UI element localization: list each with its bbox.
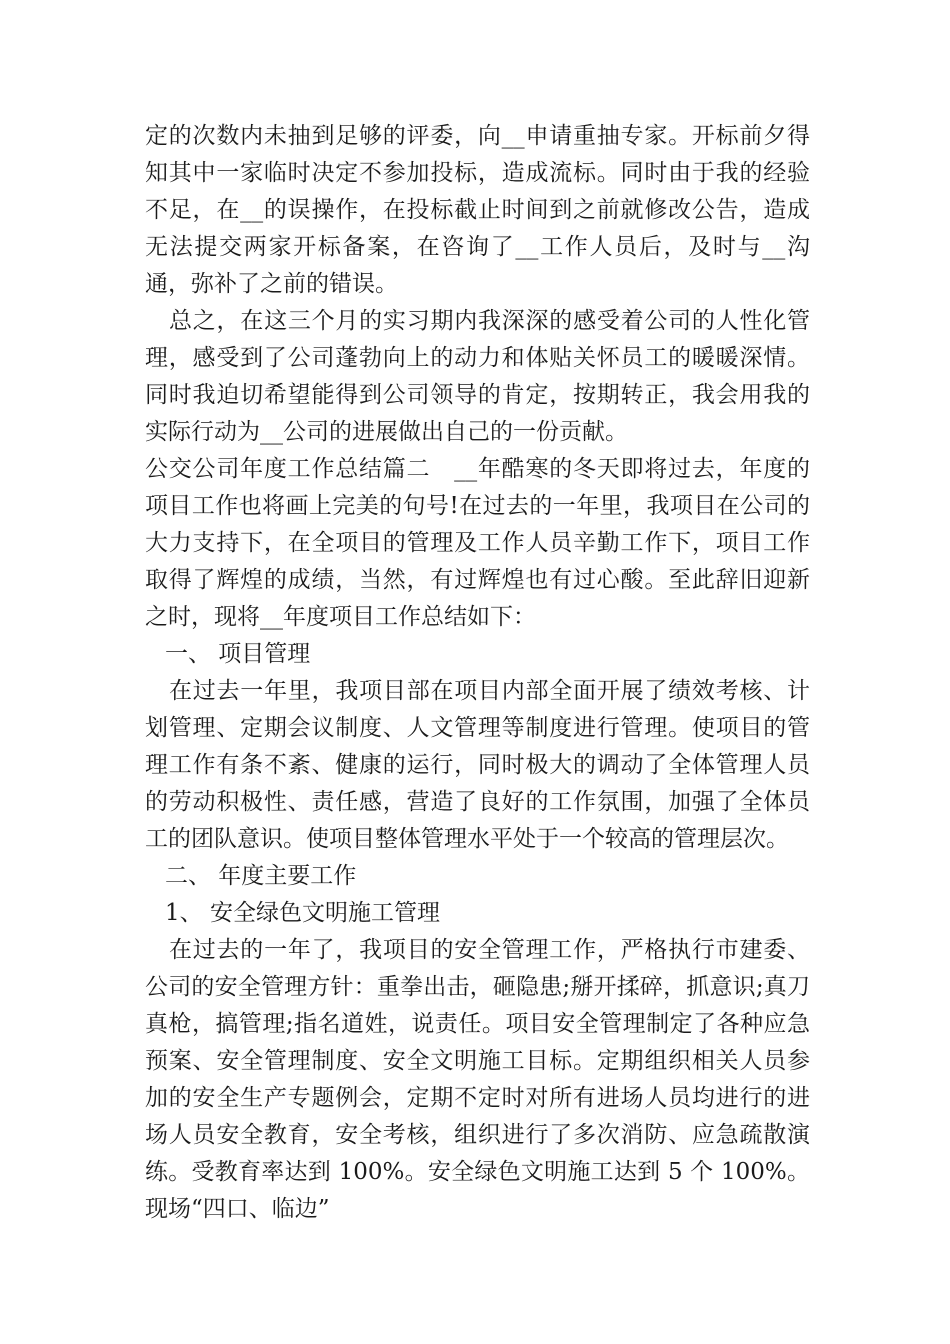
- paragraph-project-management: 在过去一年里，我项目部在项目内部全面开展了绩效考核、计划管理、定期会议制度、人文管理等制度进行管理。使项目的管理工作有条不紊、健康的运行，同时极大的调动了全体管理人员的劳动积极性、责任感，营造了良好的工作氛围，加强了全体员工的团队意识。使项目整体管理水平处于一个较高的管理层次。: [145, 678, 810, 852]
- heading-safety-construction: 1、 安全绿色文明施工管理: [165, 900, 440, 926]
- heading-annual-main-work: 二、 年度主要工作: [165, 863, 357, 889]
- paragraph-annual-summary-intro: 公交公司年度工作总结篇二 __年酷寒的冬天即将过去，年度的项目工作也将画上完美的句号!在过去的一年里，我项目在公司的大力支持下，在全项目的管理及工作人员辛勤工作下，项目工作取得了辉煌的成绩，当然，有过辉煌也有过心酸。至此辞旧迎新之时，现将__年度项目工作总结如下：: [145, 456, 810, 630]
- paragraph-safety-management: 在过去的一年了，我项目的安全管理工作，严格执行市建委、公司的安全管理方针：重拳出击，砸隐患;掰开揉碎，抓意识;真刀真枪，搞管理;指名道姓，说责任。项目安全管理制定了各种应急预案、安全管理制度、安全文明施工目标。定期组织相关人员参加的安全生产专题例会，定期不定时对所有进场人员均进行的进场人员安全教育，安全考核，组织进行了多次消防、应急疏散演练。受教育率达到 100%。安全绿色文明施工达到 5 个 100%。现场“四口、临边”: [145, 937, 810, 1222]
- document-body: [145, 118, 810, 1228]
- heading-project-management: 一、 项目管理: [165, 641, 311, 667]
- paragraph-bid-errors: 定的次数内未抽到足够的评委，向__申请重抽专家。开标前夕得知其中一家临时决定不参加投标，造成流标。同时由于我的经验不足，在__的误操作，在投标截止时间到之前就修改公告，造成无法提交两家开标备案，在咨询了__工作人员后，及时与__沟通，弥补了之前的错误。: [145, 123, 810, 297]
- paragraph-conclusion: 总之，在这三个月的实习期内我深深的感受着公司的人性化管理，感受到了公司蓬勃向上的动力和体贴关怀员工的暖暖深情。同时我迫切希望能得到公司领导的肯定，按期转正，我会用我的实际行动为__公司的进展做出自己的一份贡献。: [145, 308, 810, 445]
